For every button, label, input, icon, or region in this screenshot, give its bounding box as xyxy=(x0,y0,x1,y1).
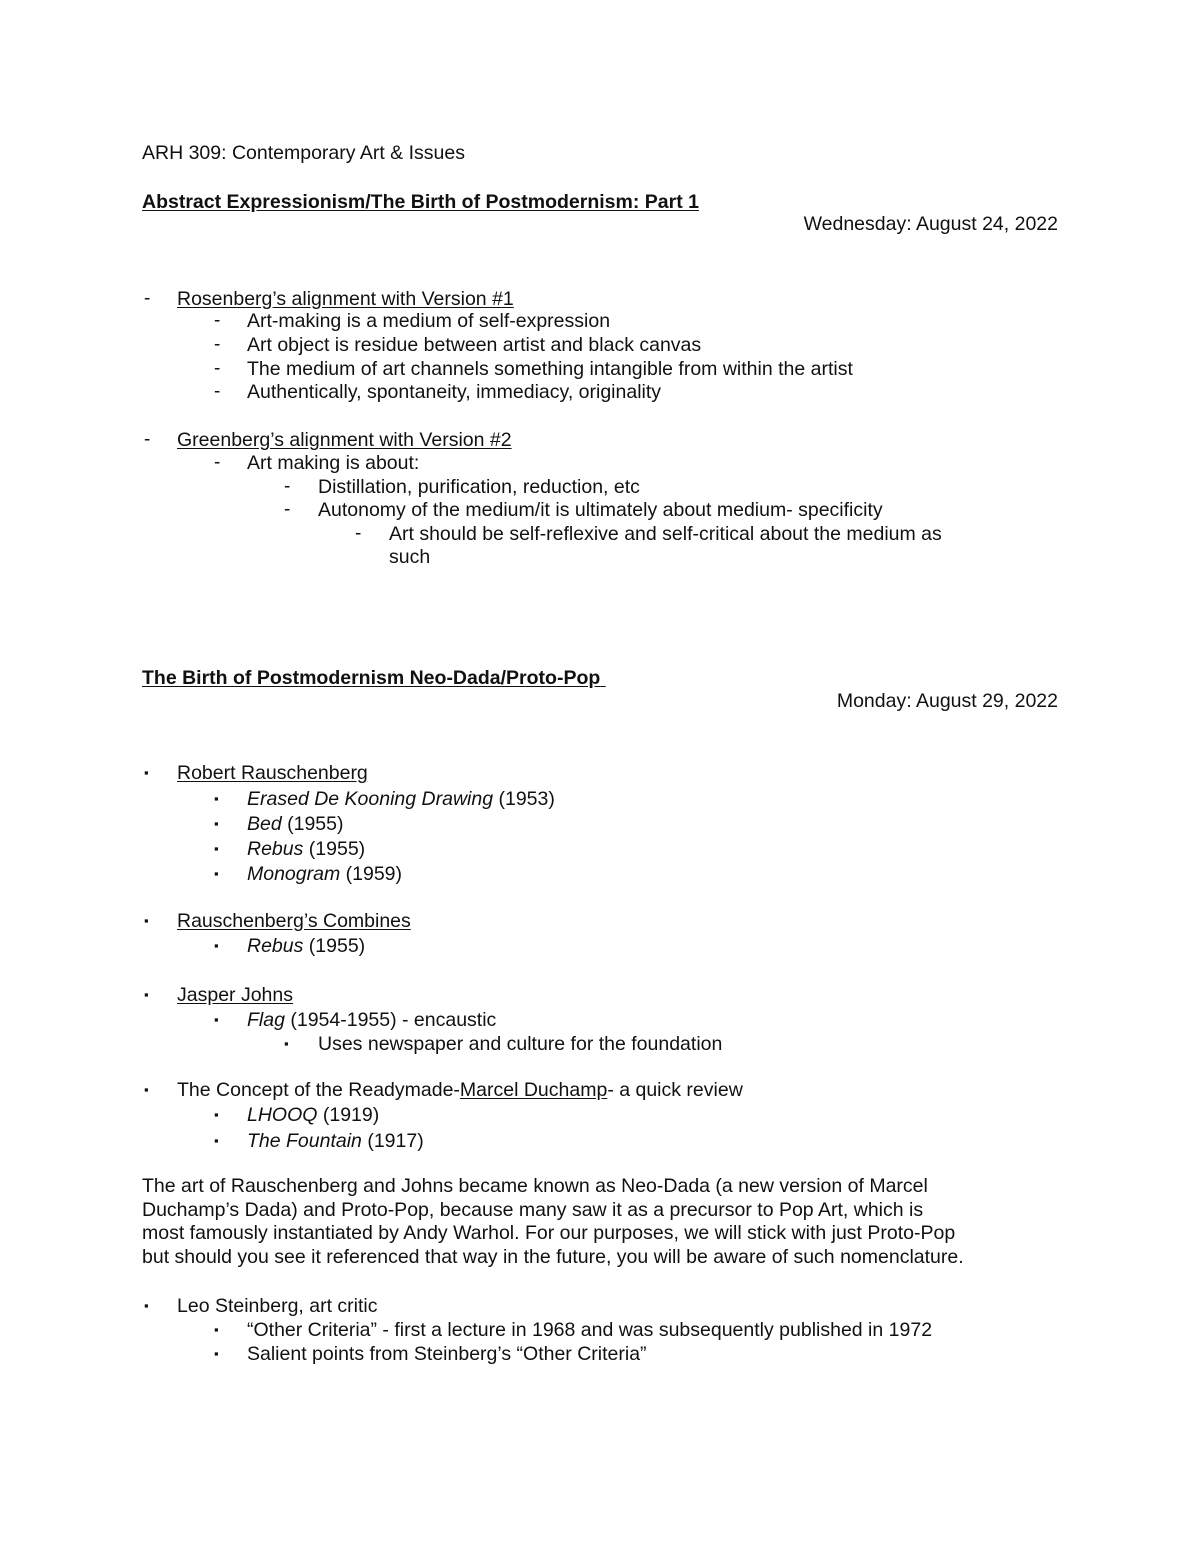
artwork-year: (1955) xyxy=(303,935,366,957)
section2-date: Monday: August 29, 2022 xyxy=(836,690,1058,712)
artwork-title: The Fountain xyxy=(247,1130,362,1152)
greenberg-title: Greenberg’s alignment with Version #2 xyxy=(177,429,512,451)
readymade-title xyxy=(177,1078,743,1102)
dash-marker: - xyxy=(214,310,221,331)
rosenberg-item: Art object is residue between artist and black canvas xyxy=(247,334,702,356)
artwork-detail: (1954-1955) - encaustic xyxy=(284,1009,497,1031)
bullet-marker: ▪ xyxy=(214,1346,219,1361)
readymade-prefix: The Concept of the Readymade- xyxy=(177,1079,460,1101)
paragraph-line: Duchamp’s Dada) and Proto-Pop, because many saw it as a precursor to Pop Art, which is xyxy=(142,1198,924,1221)
artwork-year: (1953) xyxy=(493,788,555,810)
greenberg-sub-item: Autonomy of the medium/it is ultimately about medium- specificity xyxy=(318,499,883,521)
greenberg-item: Art making is about: xyxy=(247,452,420,474)
steinberg-title: Leo Steinberg, art critic xyxy=(177,1295,378,1317)
steinberg-item: “Other Criteria” - first a lecture in 1968 and was subsequently published in 1972 xyxy=(247,1319,933,1341)
artwork-title: Rebus xyxy=(247,838,304,860)
artwork-entry xyxy=(247,837,365,861)
dash-marker: - xyxy=(214,381,221,402)
dash-marker: - xyxy=(284,476,291,497)
artwork-title: Monogram xyxy=(247,863,341,885)
artwork-title: Erased De Kooning Drawing xyxy=(247,788,494,810)
artwork-entry xyxy=(247,812,344,836)
rauschenberg-title: Robert Rauschenberg xyxy=(177,762,368,784)
artwork-entry xyxy=(247,1103,379,1127)
greenberg-sub-item: Distillation, purification, reduction, etc xyxy=(318,476,640,498)
artwork-title: Rebus xyxy=(247,935,304,957)
steinberg-item: Salient points from Steinberg’s “Other Criteria” xyxy=(247,1343,647,1365)
greenberg-sub-sub-line: such xyxy=(389,546,431,568)
dash-marker: - xyxy=(284,499,291,520)
artwork-year: (1955) xyxy=(303,838,366,860)
dash-marker: - xyxy=(214,334,221,355)
bullet-marker: ▪ xyxy=(214,816,219,831)
dash-marker: - xyxy=(214,358,221,379)
bullet-marker: ▪ xyxy=(144,987,149,1002)
artwork-entry xyxy=(247,787,555,811)
rosenberg-item: Art-making is a medium of self-expression xyxy=(247,310,611,332)
artwork-entry xyxy=(247,862,402,886)
artwork-year: (1919) xyxy=(317,1104,380,1126)
artwork-entry xyxy=(247,934,365,958)
johns-title: Jasper Johns xyxy=(177,984,293,1006)
bullet-marker: ▪ xyxy=(144,765,149,780)
bullet-marker: ▪ xyxy=(284,1036,289,1051)
paragraph-line: most famously instantiated by Andy Warhol. For our purposes, we will stick with just Proto-Pop xyxy=(142,1222,956,1244)
greenberg-sub-sub-line: Art should be self-reflexive and self-critical about the medium as xyxy=(389,523,942,545)
bullet-marker: ▪ xyxy=(214,1012,219,1027)
dash-marker: - xyxy=(144,288,151,309)
readymade-artist: Marcel Duchamp xyxy=(459,1079,608,1101)
artwork-title: Bed xyxy=(247,813,282,835)
dash-marker: - xyxy=(144,429,151,450)
artwork-year: (1955) xyxy=(281,813,344,835)
dash-marker: - xyxy=(214,452,221,473)
combines-title: Rauschenberg’s Combines xyxy=(177,910,411,932)
neo-dada-paragraph xyxy=(142,1175,1072,1269)
artwork-entry xyxy=(247,1008,496,1032)
bullet-marker: ▪ xyxy=(144,913,149,928)
bullet-marker: ▪ xyxy=(214,841,219,856)
bullet-marker: ▪ xyxy=(214,938,219,953)
paragraph-line: The art of Rauschenberg and Johns became known as Neo-Dada (a new version of Marcel xyxy=(142,1175,928,1197)
bullet-marker: ▪ xyxy=(144,1298,149,1313)
artwork-entry xyxy=(247,1129,424,1153)
artwork-year: (1917) xyxy=(361,1130,424,1152)
bullet-marker: ▪ xyxy=(214,1133,219,1148)
artwork-title: LHOOQ xyxy=(247,1104,318,1126)
bullet-marker: ▪ xyxy=(214,1107,219,1122)
paragraph-line: but should you see it referenced that way in the future, you will be aware of such nomenclature. xyxy=(142,1245,964,1268)
section1-date: Wednesday: August 24, 2022 xyxy=(803,213,1058,235)
rosenberg-item: Authentically, spontaneity, immediacy, originality xyxy=(247,381,662,403)
section1-heading: Abstract Expressionism/The Birth of Postmodernism: Part 1 xyxy=(142,191,699,213)
rosenberg-item: The medium of art channels something intangible from within the artist xyxy=(247,358,853,380)
readymade-suffix: - a quick review xyxy=(607,1079,743,1101)
johns-note: Uses newspaper and culture for the foundation xyxy=(318,1033,723,1055)
course-title: ARH 309: Contemporary Art & Issues xyxy=(142,142,465,164)
artwork-title: Flag xyxy=(247,1009,285,1031)
bullet-marker: ▪ xyxy=(214,1322,219,1337)
rosenberg-title: Rosenberg’s alignment with Version #1 xyxy=(177,288,514,310)
bullet-marker: ▪ xyxy=(144,1082,149,1097)
dash-marker: - xyxy=(355,523,362,544)
bullet-marker: ▪ xyxy=(214,791,219,806)
bullet-marker: ▪ xyxy=(214,866,219,881)
section2-heading: The Birth of Postmodernism Neo-Dada/Proto-Pop xyxy=(142,667,601,689)
artwork-year: (1959) xyxy=(340,863,403,885)
